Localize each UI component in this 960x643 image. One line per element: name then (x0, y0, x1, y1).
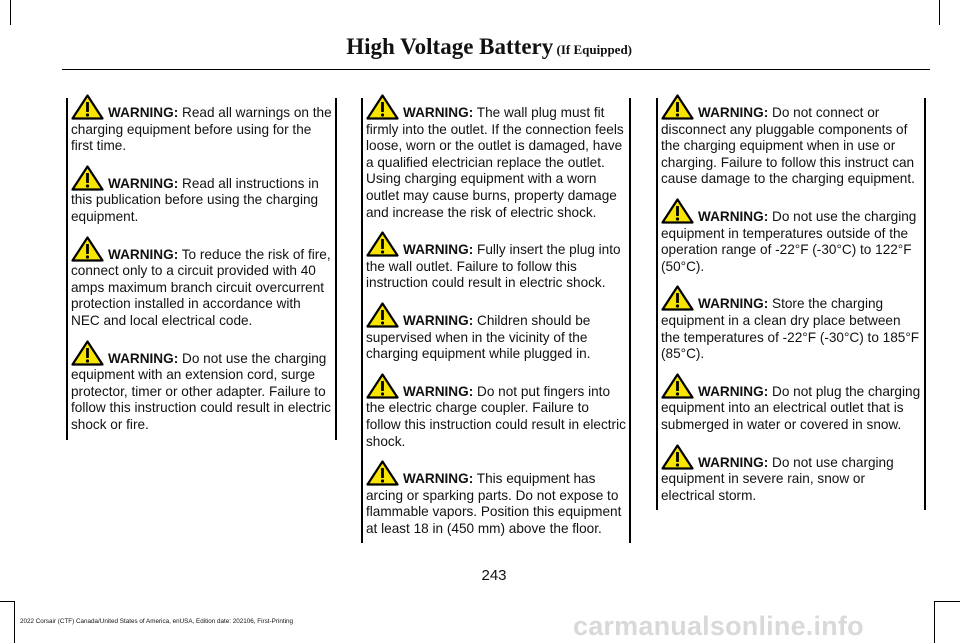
warning-label: WARNING: (108, 246, 179, 262)
warning-label: WARNING: (403, 105, 474, 120)
crop-mark (934, 601, 960, 602)
warning-label: WARNING: (698, 105, 769, 120)
warning-triangle-icon (71, 94, 104, 120)
warning-text: Do not put fingers into the electric charge coupler. Failure to follow this instruction could result in electric shock. (366, 383, 626, 449)
warning-item (366, 104, 627, 221)
warning-triangle-icon (661, 373, 694, 399)
page-title-text: High Voltage Battery (346, 34, 554, 59)
warning-triangle-icon (366, 373, 399, 399)
warning-triangle-icon (71, 165, 104, 191)
warning-triangle-icon (661, 198, 694, 224)
warning-item (366, 383, 627, 450)
warning-text: Do not plug the charging equipment into an electrical outlet that is submerged in water or covered in snow. (661, 383, 921, 432)
crop-mark (939, 0, 940, 25)
warning-column-2 (361, 98, 631, 543)
warning-text: This equipment has arcing or sparking parts. Do not expose to flammable vapors. Position this equipment at least 18 in (450 mm) above the floor. (366, 471, 622, 536)
warning-triangle-icon (661, 444, 694, 470)
page-title (346, 34, 632, 60)
warning-triangle-icon (366, 94, 399, 120)
warning-text: Do not use the charging equipment in temperatures outside of the operation range of -22°F (-30°C) to 122°F (50°C). (661, 208, 917, 274)
crop-mark (10, 0, 11, 25)
warning-item (366, 241, 627, 292)
warning-text: Read all instructions in this publication before using the charging equipment. (71, 175, 319, 224)
warning-label: WARNING: (108, 175, 179, 191)
warning-item (661, 295, 922, 362)
warning-item (661, 383, 922, 434)
warning-text: The wall plug must fit firmly into the outlet. If the connection feels loose, worn or the outlet is damaged, have a qualified electrician replace the outlet. Using charging equipment with a worn outlet may cause burns, property damage and increase the risk of electric shock. (366, 105, 624, 220)
warning-label: WARNING: (698, 454, 769, 470)
warning-text: Store the charging equipment in a clean dry place between the temperatures of -22°F (-30°C) to 185°F (85°C). (661, 296, 920, 362)
crop-mark (14, 601, 15, 643)
page-number: 243 (481, 567, 507, 584)
warning-text: Read all warnings on the charging equipment before using for the first time. (71, 105, 332, 154)
warning-item (366, 312, 627, 363)
warning-label: WARNING: (403, 471, 474, 487)
warning-label: WARNING: (698, 296, 769, 312)
warning-triangle-icon (661, 94, 694, 120)
warning-text: Do not connect or disconnect any pluggable components of the charging equipment when in use or charging. Failure to follow this instruct can cause damage to the charging equipment. (661, 105, 915, 187)
warning-triangle-icon (366, 231, 399, 257)
warning-text: Do not use charging equipment in severe rain, snow or electrical storm. (661, 454, 894, 503)
warning-label: WARNING: (108, 105, 179, 120)
warning-item (71, 350, 333, 434)
warning-text: Do not use the charging equipment with an extension cord, surge protector, timer or other adapter. Failure to follow this instruction could result in electric shock or fire. (71, 350, 331, 432)
warning-label: WARNING: (698, 208, 769, 224)
warning-text: Fully insert the plug into the wall outlet. Failure to follow this instruction could result in electric shock. (366, 242, 621, 291)
warning-label: WARNING: (108, 350, 179, 366)
warning-column-1 (66, 98, 337, 440)
edition-footer: 2022 Corsair (CTF) Canada/United States of America, enUSA, Edition date: 202106, First-Printing (20, 618, 293, 625)
warning-label: WARNING: (403, 242, 474, 258)
warning-label: WARNING: (403, 312, 474, 328)
warning-label: WARNING: (698, 383, 769, 399)
page-title-suffix: (If Equipped) (553, 42, 632, 57)
warning-item (71, 175, 333, 226)
warning-item (71, 104, 333, 155)
warning-item (661, 104, 922, 188)
warning-item (661, 208, 922, 275)
header-divider (62, 69, 930, 70)
crop-mark (0, 601, 14, 602)
warning-item (71, 246, 333, 330)
warning-label: WARNING: (403, 383, 474, 399)
watermark: carmanualsonline.info (573, 611, 864, 641)
warning-item (366, 470, 627, 537)
crop-mark (934, 601, 935, 643)
warning-text: Children should be supervised when in the vicinity of the charging equipment while plugged in. (366, 312, 591, 362)
warning-triangle-icon (366, 302, 399, 328)
warning-triangle-icon (71, 340, 104, 366)
warning-column-3 (656, 98, 926, 510)
warning-text: To reduce the risk of fire, connect only to a circuit provided with 40 amps maximum branch circuit overcurrent protection installed in accordance with NEC and local electrical code. (71, 246, 331, 328)
warning-triangle-icon (661, 285, 694, 311)
warning-item (661, 454, 922, 505)
warning-triangle-icon (71, 236, 104, 262)
warning-triangle-icon (366, 460, 399, 486)
